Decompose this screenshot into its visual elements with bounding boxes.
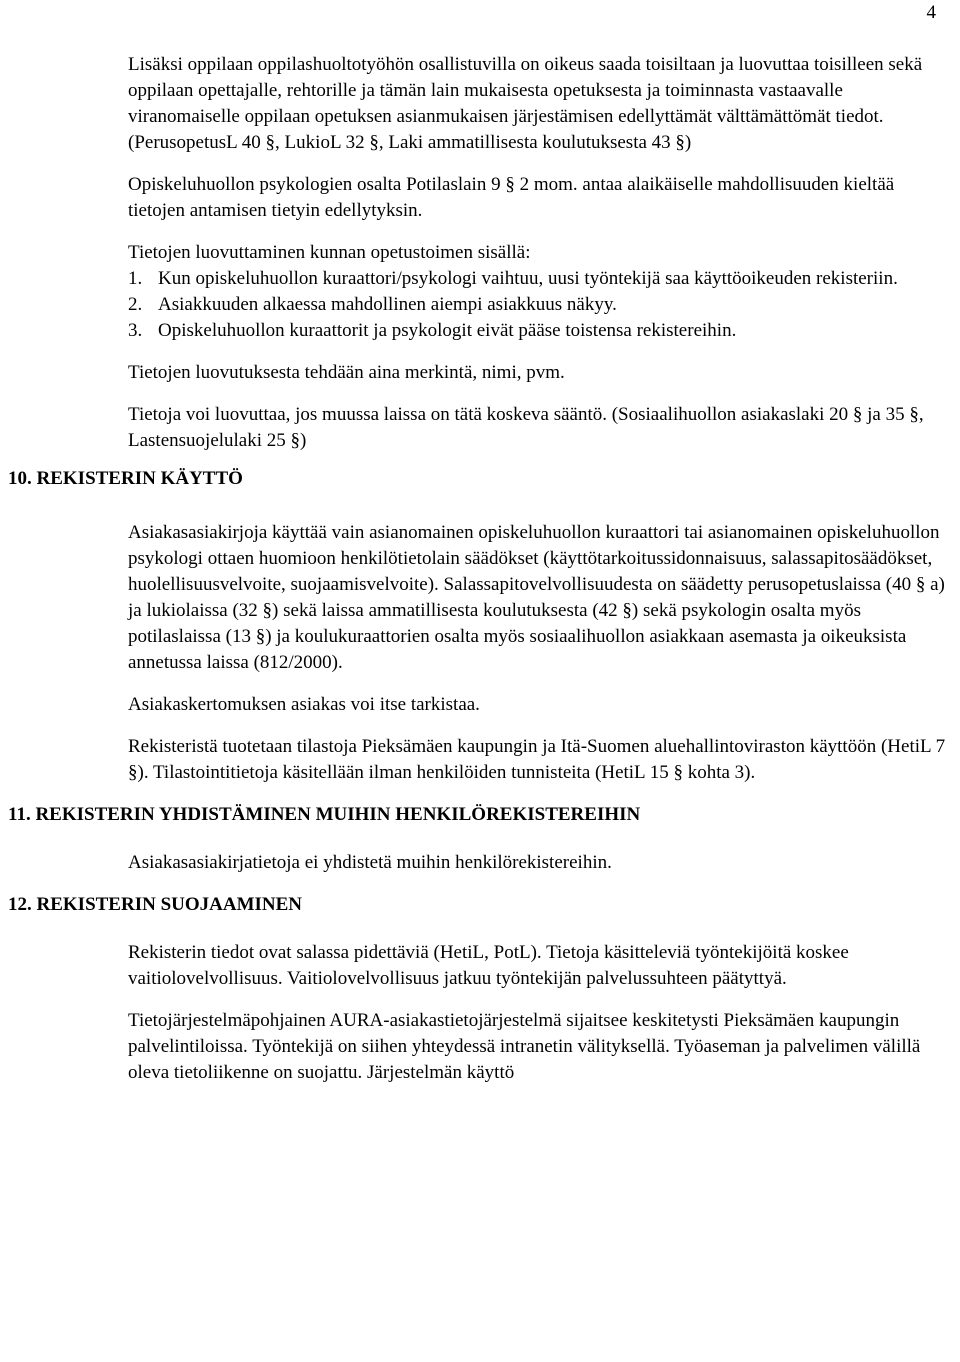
section-10-heading: 10. REKISTERIN KÄYTTÖ [8, 468, 243, 489]
section-12-heading: 12. REKISTERIN SUOJAAMINEN [8, 894, 303, 915]
list-item: 2. Asiakkuuden alkaessa mahdollinen aiempi asiakkuus näkyy. [128, 294, 617, 315]
document-body [0, 52, 960, 1086]
paragraph-marking: Tietojen luovutuksesta tehdään aina merkintä, nimi, pvm. [128, 362, 565, 383]
section-11-heading: 11. REKISTERIN YHDISTÄMINEN MUIHIN HENKILÖREKISTEREIHIN [8, 804, 641, 825]
section-11-paragraph-1: Asiakasasiakirjatietoja ei yhdistetä muihin henkilörekistereihin. [128, 852, 612, 873]
list-item: 1. Kun opiskeluhuollon kuraattori/psykologi vaihtuu, uusi työntekijä saa käyttöoikeuden rekisteriin. [128, 268, 898, 289]
paragraph-potilaslaki: Opiskeluhuollon psykologien osalta Potilaslain 9 § 2 mom. antaa alaikäiselle mahdollisuuden kieltää tietojen antamisen tietyin edellytyksin. [128, 174, 895, 221]
page-number: 4 [926, 2, 936, 23]
list-title: Tietojen luovuttaminen kunnan opetustoimen sisällä: [128, 242, 531, 263]
section-12-paragraph-1: Rekisterin tiedot ovat salassa pidettäviä (HetiL, PotL). Tietoja käsitteleviä työntekijöitä koskee vaitiolovelvollisuus. Vaitiolovelvollisuus jatkuu työntekijän palvelussuhteen päätyttyä. [128, 942, 849, 989]
paragraph-oppilashuolto-rights: Lisäksi oppilaan oppilashuoltotyöhön osallistuvilla on oikeus saada toisiltaan ja luovuttaa toisilleen sekä oppilaan opettajalle, rehtorille ja tämän lain mukaisesta opetuksesta ja toiminnasta vastaavalle viranomaiselle oppilaan opetuksen asianmukaisen järjestämisen edellyttämät välttämättömät tiedot. (PerusopetusL 40 §, LukioL 32 §, Laki ammatillisesta koulutuksesta 43 §) [128, 54, 923, 153]
list-item: 3. Opiskeluhuollon kuraattorit ja psykologit eivät pääse toistensa rekistereihin. [128, 320, 737, 341]
paragraph-disclosure-law: Tietoja voi luovuttaa, jos muussa laissa on tätä koskeva sääntö. (Sosiaalihuollon asiakaslaki 20 § ja 35 §, Lastensuojelulaki 25 §) [128, 404, 924, 451]
section-12-paragraph-2: Tietojärjestelmäpohjainen AURA-asiakastietojärjestelmä sijaitsee keskitetysti Pieksämäen kaupungin palvelintiloissa. Työntekijä on siihen yhteydessä intranetin välityksellä. Työaseman ja palvelimen välillä oleva tietoliikenne on suojattu. Järjestelmän käyttö [128, 1010, 921, 1083]
section-10-paragraph-3: Rekisteristä tuotetaan tilastoja Pieksämäen kaupungin ja Itä-Suomen aluehallintoviraston käyttöön (HetiL 7 §). Tilastointitietoja käsitellään ilman henkilöiden tunnisteita (HetiL 15 § kohta 3). [128, 736, 946, 783]
section-10-paragraph-2: Asiakaskertomuksen asiakas voi itse tarkistaa. [128, 694, 480, 715]
section-10-paragraph-1: Asiakasasiakirjoja käyttää vain asianomainen opiskeluhuollon kuraattori tai asianomainen opiskeluhuollon psykologi ottaen huomioon henkilötietolain säädökset (käyttötarkoitussidonnaisuus, salassapitosäädökset, huolellisuusvelvoite, suojaamisvelvoite). Salassapitovelvollisuudesta on säädetty perusopetuslaissa (40 § a) ja lukiolaissa (32 §) sekä laissa ammatillisesta koulutuksesta (42 §) sekä psykologin osalta myös potilaslaissa (13 §) ja koulukuraattorien osalta myös sosiaalihuollon asiakkaan asemasta ja oikeuksista annetussa laissa (812/2000). [128, 522, 945, 673]
disclosure-list [128, 266, 948, 344]
